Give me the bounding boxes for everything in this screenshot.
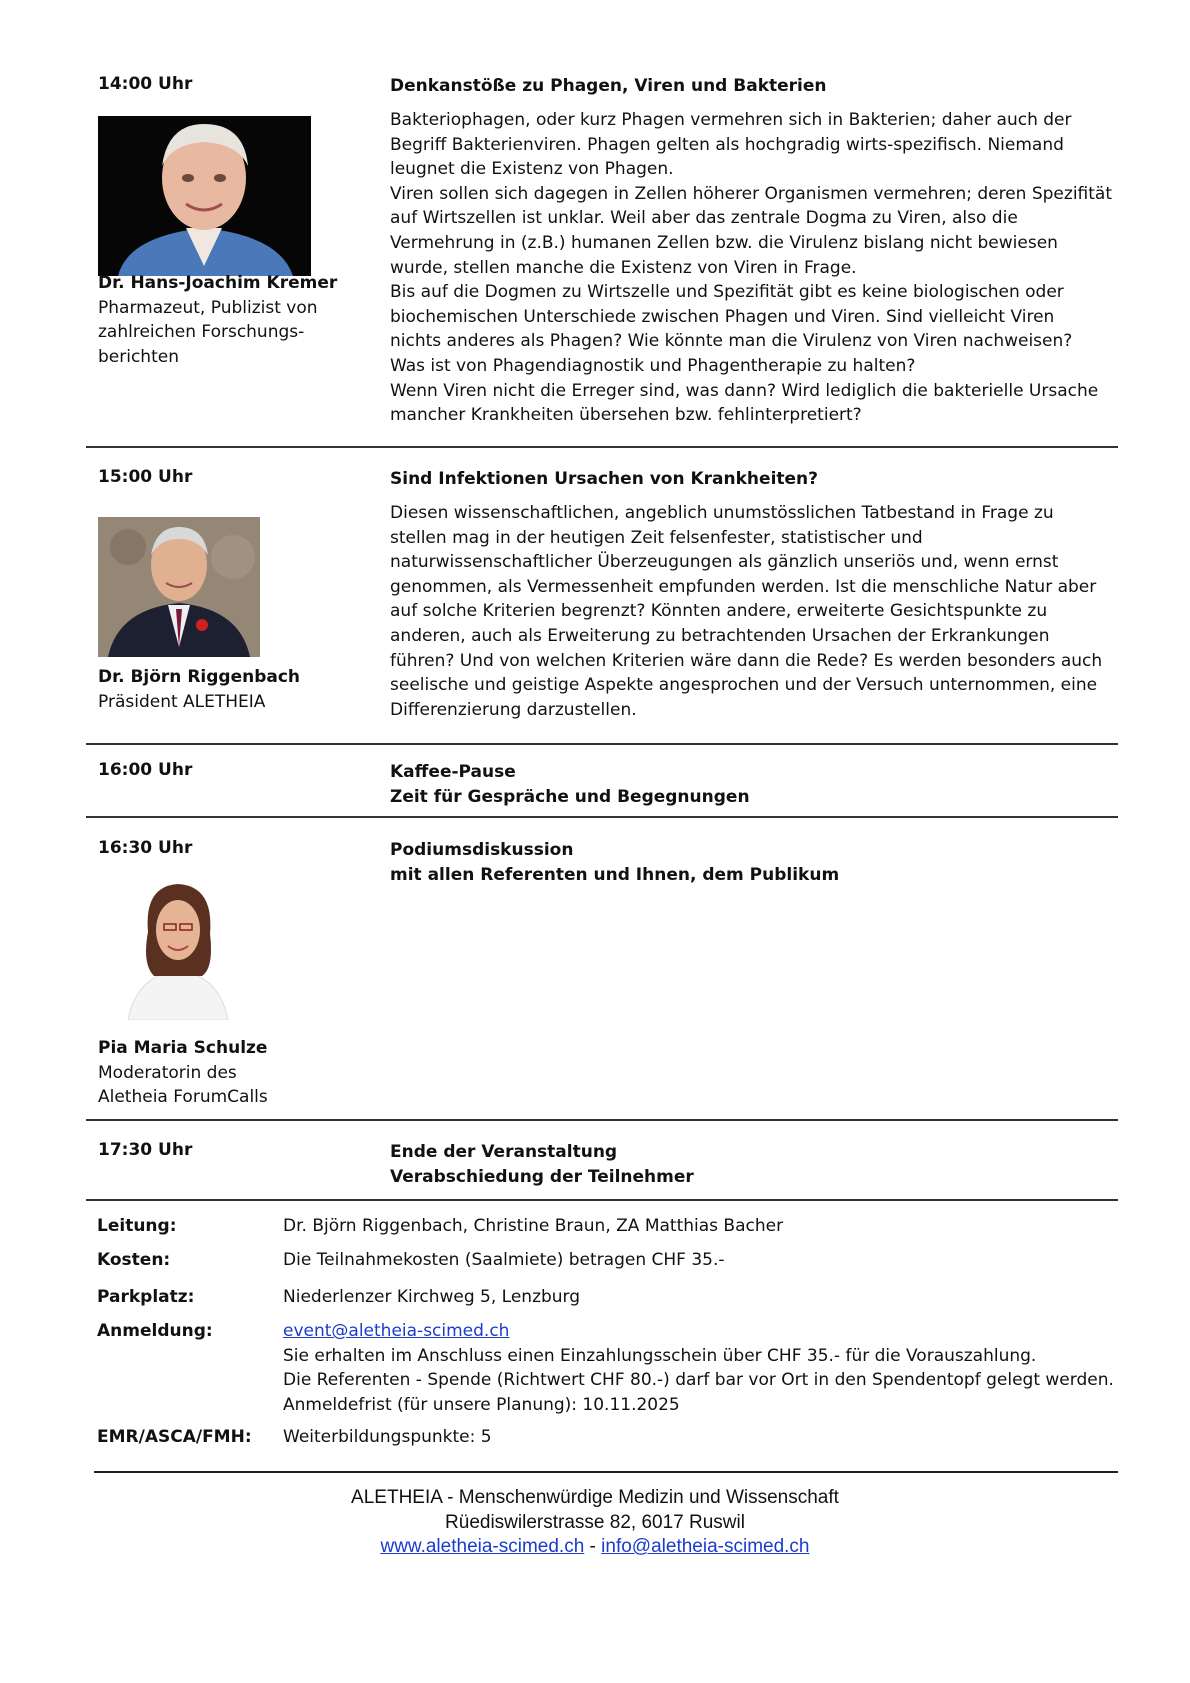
speaker-role: Präsident ALETHEIA	[98, 691, 266, 712]
emr-value: Weiterbildungspunkte: 5	[283, 1427, 492, 1447]
session-time: 17:30 Uhr	[98, 1140, 193, 1160]
anmeldung-label: Anmeldung:	[97, 1321, 213, 1341]
speaker-photo-schulze	[122, 872, 234, 1020]
kosten-value: Die Teilnahmekosten (Saalmiete) betragen CHF 35.-	[283, 1250, 725, 1270]
speaker-photo-riggenbach	[98, 517, 260, 657]
anmeldung-email-link[interactable]: event@aletheia-scimed.ch	[283, 1321, 510, 1341]
session-title: Podiumsdiskussion mit allen Referenten und Ihnen, dem Publikum	[390, 840, 840, 885]
speaker-role: Moderatorin des	[98, 1062, 237, 1083]
footer	[0, 1486, 1190, 1560]
session-time: 16:30 Uhr	[98, 838, 193, 858]
footer-address: Rüediswilerstrasse 82, 6017 Ruswil	[445, 1511, 745, 1533]
speaker-name: Dr. Hans-Joachim Kremer	[98, 273, 338, 293]
anmeldung-line: Anmeldefrist (für unsere Planung): 10.11.2025	[283, 1394, 680, 1415]
speaker-photo-kremer	[98, 116, 311, 276]
divider	[86, 743, 1118, 745]
session-title: Ende der Veranstaltung Verabschiedung der Teilnehmer	[390, 1142, 694, 1187]
footer-website-link[interactable]: www.aletheia-scimed.ch	[380, 1536, 585, 1557]
session-title: Sind Infektionen Ursachen von Krankheiten?	[390, 469, 819, 489]
session-time: 16:00 Uhr	[98, 760, 193, 780]
kosten-label: Kosten:	[97, 1250, 171, 1270]
leitung-label: Leitung:	[97, 1216, 177, 1236]
session-time: 14:00 Uhr	[98, 74, 193, 94]
footer-organization: ALETHEIA - Menschenwürdige Medizin und Wissenschaft	[351, 1487, 839, 1508]
session-title: Kaffee-Pause Zeit für Gespräche und Begegnungen	[390, 762, 750, 807]
footer-links	[0, 1535, 1190, 1560]
speaker-info	[98, 271, 348, 369]
footer-divider	[94, 1471, 1118, 1473]
footer-separator: -	[584, 1536, 602, 1557]
anmeldung-line: Sie erhalten im Anschluss einen Einzahlungsschein über CHF 35.- für die Vorauszahlung.	[283, 1345, 1037, 1366]
speaker-info	[98, 1036, 348, 1110]
parkplatz-label: Parkplatz:	[97, 1287, 195, 1307]
parkplatz-value: Niederlenzer Kirchweg 5, Lenzburg	[283, 1287, 581, 1307]
anmeldung-line: Die Referenten - Spende (Richtwert CHF 80.-) darf bar vor Ort in den Spendentopf gelegt werden.	[283, 1370, 1114, 1390]
anmeldung-value	[283, 1319, 1143, 1417]
session-description: Diesen wissenschaftlichen, angeblich unumstösslichen Tatbestand in Frage zu stellen mag in der heutigen Zeit felsenfester, statistischer und naturwissenschaftlicher Überzeugungen als gänzlich unseriös und, wenn ernst genommen, als Vermessenheit empfunden werden. Ist die menschliche Natur aber auf solche Kriterien begrenzt? Könnten andere, erweiterte Gesichtspunkte zu anderen, auch als Erweiterung zu betrachtenden Ursachen der Erkrankungen führen? Und von welchen Kriterien wäre dann die Rede? Es werden besonders auch seelische und geistige Aspekte angesprochen und der Versuch unternommen, eine Differenzierung darzustellen.	[390, 503, 1103, 720]
speaker-info	[98, 665, 348, 714]
leitung-value: Dr. Björn Riggenbach, Christine Braun, ZA Matthias Bacher	[283, 1216, 784, 1236]
divider	[86, 446, 1118, 448]
session-time: 15:00 Uhr	[98, 467, 193, 487]
session-description: Bakteriophagen, oder kurz Phagen vermehren sich in Bakterien; daher auch der Begriff Bakterienviren. Phagen gelten als hochgradig wirts-spezifisch. Niemand leugnet die Existenz von Phagen. Viren sollen sich dagegen in Zellen höherer Organismen vermehren; deren Spezifität auf Wirtszellen ist unklar. Weil aber das zentrale Dogma zu Viren, also die Vermehrung in (z.B.) humanen Zellen bzw. die Virulenz bislang nicht bewiesen wurde, stellen manche die Existenz von Viren in Frage. Bis auf die Dogmen zu Wirtszelle und Spezifität gibt es keine biologischen oder biochemischen Unterschiede zwischen Phagen und Viren. Sind vielleicht Viren nichts anderes als Phagen? Wie könnte man die Virulenz von Viren nachweisen? Was ist von Phagendiagnostik und Phagentherapie zu halten? Wenn Viren nicht die Erreger sind, was dann? Wird lediglich die bakterielle Ursache mancher Krankheiten übersehen bzw. fehlinterpretiert?	[390, 110, 1112, 426]
speaker-name: Dr. Björn Riggenbach	[98, 667, 301, 687]
emr-label: EMR/ASCA/FMH:	[97, 1427, 252, 1447]
divider	[86, 1199, 1118, 1201]
speaker-role: berichten	[98, 346, 179, 367]
session-title: Denkanstöße zu Phagen, Viren und Bakterien	[390, 76, 827, 96]
speaker-role: zahlreichen Forschungs-	[98, 322, 305, 343]
footer-email-link[interactable]: info@aletheia-scimed.ch	[601, 1536, 810, 1557]
divider	[86, 816, 1118, 818]
speaker-role: Pharmazeut, Publizist von	[98, 297, 318, 318]
speaker-role: Aletheia ForumCalls	[98, 1087, 268, 1108]
speaker-name: Pia Maria Schulze	[98, 1038, 268, 1058]
divider	[86, 1119, 1118, 1121]
